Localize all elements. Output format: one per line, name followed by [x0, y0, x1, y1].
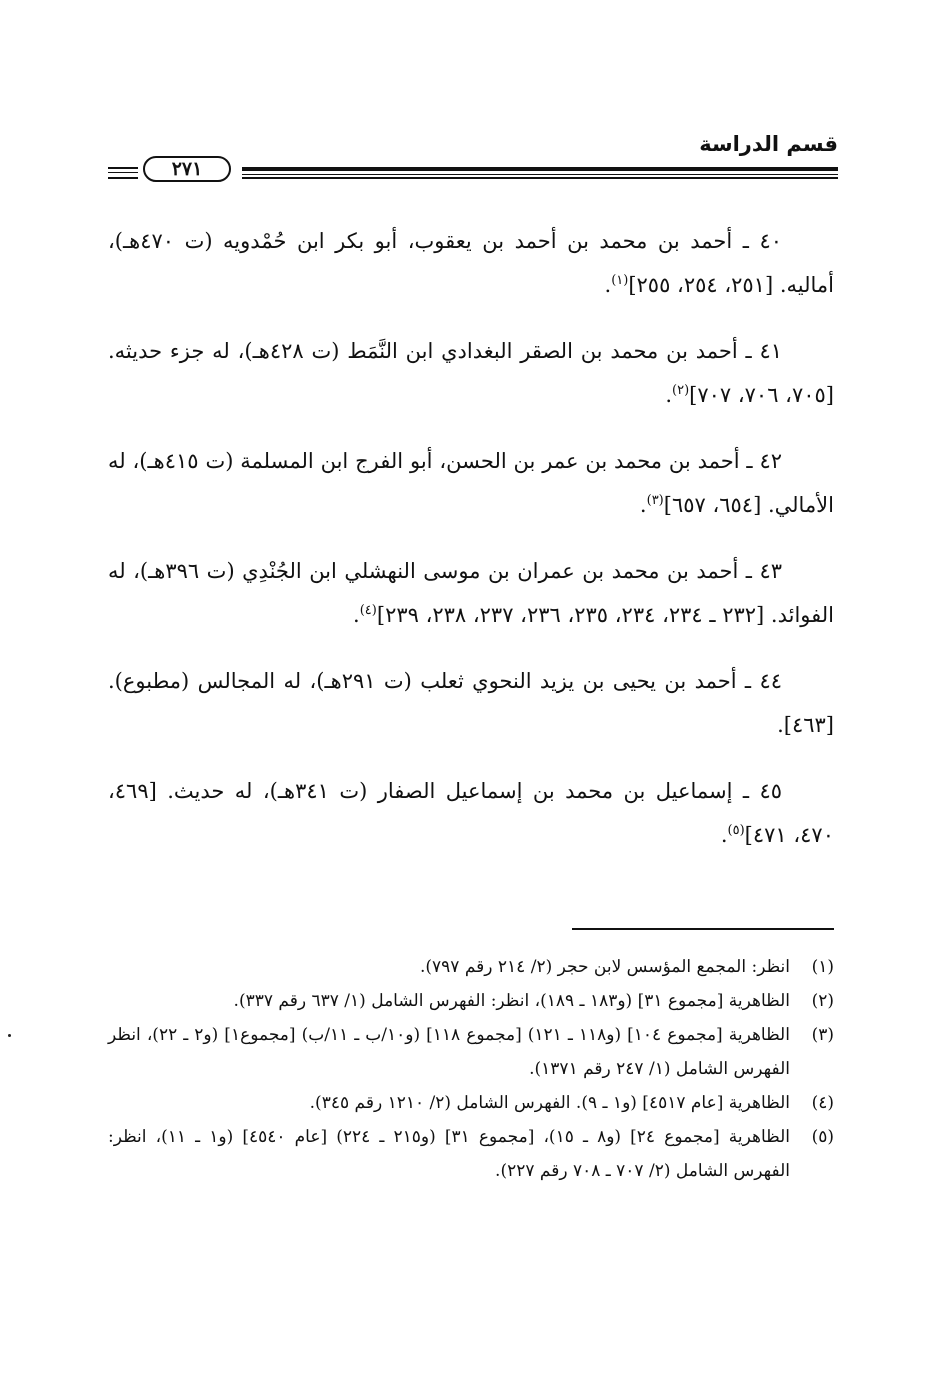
footnotes — [108, 950, 834, 1188]
footnote-ref[interactable]: (٥) — [727, 823, 745, 838]
footnote-number: (٢) — [811, 991, 834, 1011]
footnote-text: الظاهرية [مجموع ٣١] (و١٨٣ ـ ١٨٩)، انظر: الفهرس الشامل (١/ ٦٣٧ رقم ٣٣٧). — [233, 991, 790, 1011]
footnote-text: انظر: المجمع المؤسس لابن حجر (٢/ ٢١٤ رقم ٧٩٧). — [419, 957, 790, 977]
footnote-4 — [108, 1086, 834, 1120]
footnote-number: (٥) — [811, 1127, 834, 1147]
header-rule-short — [108, 167, 138, 179]
footnote-5 — [108, 1120, 834, 1188]
entry-42: ٤٢ ـ أحمد بن محمد بن عمر بن الحسن، أبو الفرج ابن المسلمة (ت ٤١٥هـ)، له الأمالي. [٦٥٤، ٦٥٧]$^{(٣)}$. — [108, 449, 834, 517]
entry-text: ٤١ ـ أحمد بن محمد بن الصقر البغدادي ابن النَّمَط (ت ٤٢٨هـ)، له جزء حديثه. [٧٠٥، ٧٠٦، ٧٠٧] — [108, 339, 834, 407]
header-rule — [242, 167, 838, 179]
footnote-separator — [572, 928, 834, 930]
footnote-text: الظاهرية [مجموع ١٠٤] (و١١٨ ـ ١٢١) [مجموع ١١٨] (و١٠/ب ـ ١١/ب) [مجموع١] (و٢ ـ ٢٢)، انظر الفهرس الشامل (١/ ٢٤٧ رقم ١٣٧١). — [108, 1025, 790, 1079]
entry-40: ٤٠ ـ أحمد بن محمد بن أحمد بن يعقوب، أبو بكر ابن حُمْدويه (ت ٤٧٠هـ)، أماليه. [٢٥١، ٢٥٤، ٢٥٥]$^{(١)}$. — [108, 229, 834, 297]
footnote-ref[interactable]: (٣) — [646, 493, 664, 508]
footnote-1 — [108, 950, 834, 984]
entry-text: ٤٣ ـ أحمد بن محمد بن عمران بن موسى النهشلي ابن الجُنْدِي (ت ٣٩٦هـ)، له الفوائد. [٢٣٢ ـ ٢٣٤، ٢٣٤، ٢٣٥، ٢٣٦، ٢٣٧، ٢٣٨، ٢٣٩] — [108, 559, 834, 627]
entries-list — [108, 198, 834, 879]
footnote-2 — [108, 984, 834, 1018]
footnote-ref[interactable]: (١) — [611, 273, 629, 288]
entry-text: ٤٤ ـ أحمد بن يحيى بن يزيد النحوي ثعلب (ت ٢٩١هـ)، له المجالس (مطبوع). [٤٦٣]. — [108, 669, 834, 737]
entry-43: ٤٣ ـ أحمد بن محمد بن عمران بن موسى النهشلي ابن الجُنْدِي (ت ٣٩٦هـ)، له الفوائد. [٢٣٢ ـ ٢٣٤، ٢٣٤، ٢٣٥، ٢٣٦، ٢٣٧، ٢٣٨، ٢٣٩]$^{(٤)}$. — [108, 559, 834, 627]
footnote-ref[interactable]: (٤) — [359, 603, 377, 618]
entry-44 — [108, 659, 834, 747]
footnote-number: (١) — [811, 957, 834, 977]
footnote-ref[interactable]: (٢) — [672, 383, 690, 398]
footnote-number: (٤) — [811, 1093, 834, 1113]
entry-41: ٤١ ـ أحمد بن محمد بن الصقر البغدادي ابن النَّمَط (ت ٤٢٨هـ)، له جزء حديثه. [٧٠٥، ٧٠٦، ٧٠٧]$^{(٢)}$. — [108, 339, 834, 407]
entry-45: ٤٥ ـ إسماعيل بن محمد بن إسماعيل الصفار (ت ٣٤١هـ)، له حديث. [٤٦٩، ٤٧٠، ٤٧١]$^{(٥)}$. — [108, 779, 834, 847]
entry-text: ٤٥ ـ إسماعيل بن محمد بن إسماعيل الصفار (ت ٣٤١هـ)، له حديث. [٤٦٩، ٤٧٠، ٤٧١] — [108, 779, 834, 847]
footnote-text: الظاهرية [مجموع ٢٤] (و٨ ـ ١٥)، [مجموع ٣١] (و٢١٥ ـ ٢٢٤) [عام ٤٥٤٠] (و١ ـ ١١)، انظر: الفهرس الشامل (٢/ ٧٠٧ ـ ٧٠٨ رقم ٢٢٧). — [108, 1127, 790, 1181]
entry-text: ٤٢ ـ أحمد بن محمد بن عمر بن الحسن، أبو الفرج ابن المسلمة (ت ٤١٥هـ)، له الأمالي. [٦٥٤، ٦٥٧] — [108, 449, 834, 517]
entry-text: ٤٠ ـ أحمد بن محمد بن أحمد بن يعقوب، أبو بكر ابن حُمْدويه (ت ٤٧٠هـ)، أماليه. [٢٥١، ٢٥٤، ٢٥٥] — [108, 229, 834, 297]
section-title: قسم الدراسة — [699, 132, 838, 156]
page-number-badge — [143, 156, 231, 182]
footnote-text: الظاهرية [عام ٤٥١٧] (و١ ـ ٩). الفهرس الشامل (٢/ ١٢١٠ رقم ٣٤٥). — [309, 1093, 790, 1113]
footnote-number: (٣) — [811, 1025, 834, 1045]
page-number: ٢٧١ — [171, 158, 203, 180]
running-header — [108, 132, 838, 188]
footnote-3 — [108, 1018, 834, 1086]
scan-speck — [8, 1034, 11, 1037]
